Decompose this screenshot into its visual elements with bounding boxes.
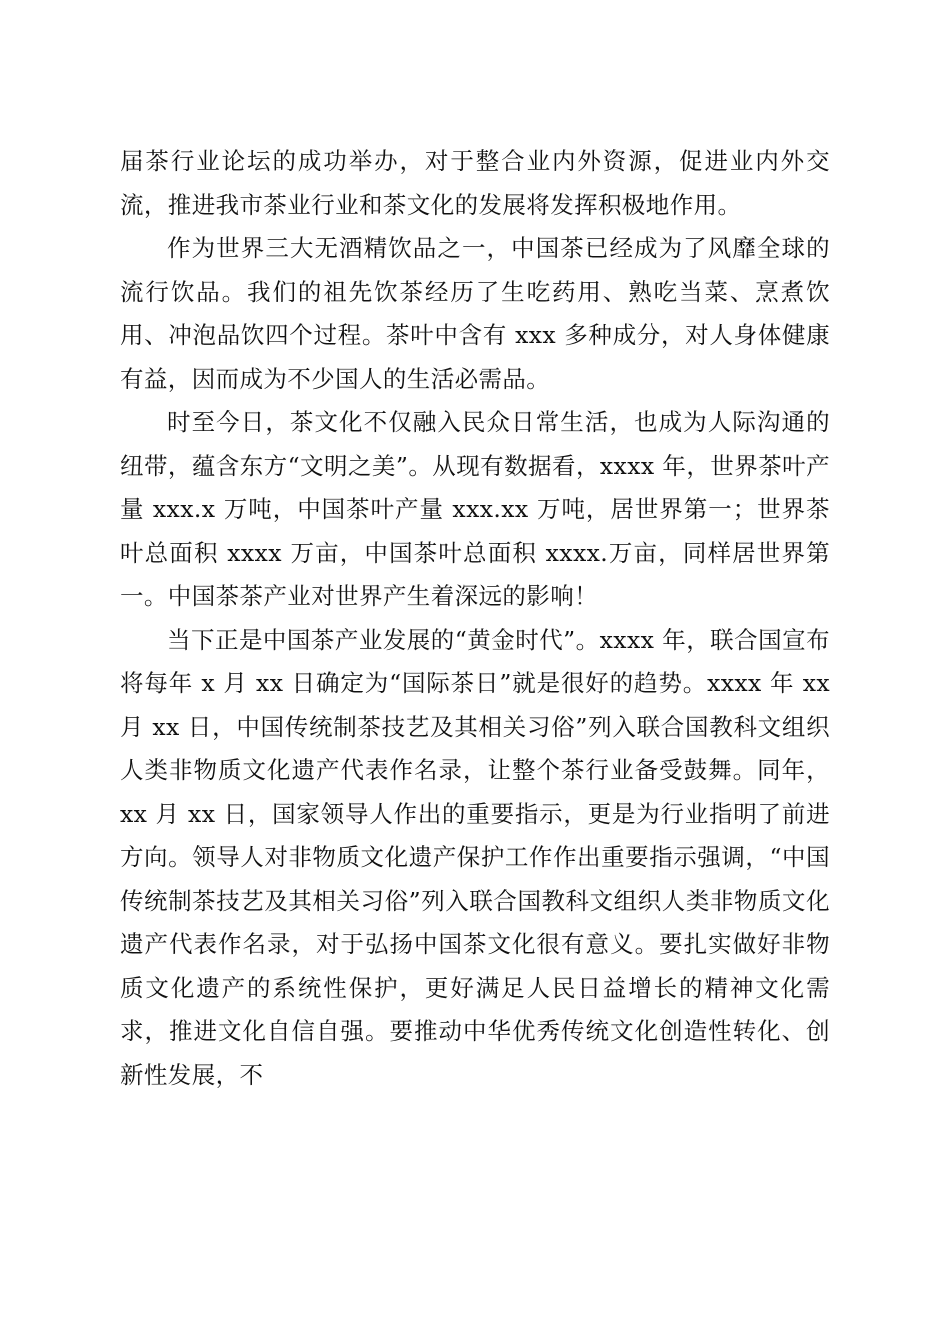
paragraph-2: 作为世界三大无酒精饮品之一，中国茶已经成为了风靡全球的流行饮品。我们的祖先饮茶经历了生吃药用、熟吃当菜、烹煮饮用、冲泡品饮四个过程。茶叶中含有 xxx 多种成分，对人身体健康有益，因而成为不少国人的生活必需品。 [120,234,830,393]
paragraph-1: 届茶行业论坛的成功举办，对于整合业内外资源，促进业内外交流，推进我市茶业行业和茶文化的发展将发挥积极地作用。 [120,147,830,219]
paragraph-3: 时至今日，茶文化不仅融入民众日常生活，也成为人际沟通的纽带，蕴含东方“文明之美”。从现有数据看，xxxx 年，世界茶叶产量 xxx.x 万吨，中国茶叶产量 xxx.xx 万吨，居世界第一；世界茶叶总面积 xxxx 万亩，中国茶叶总面积 xxxx.万亩，同样居世界第一。中国茶茶产业对世界产生着深远的影响！ [120,408,830,610]
paragraph-4: 当下正是中国茶产业发展的“黄金时代”。xxxx 年，联合国宣布将每年 x 月 xx 日确定为“国际茶日”就是很好的趋势。xxxx 年 xx 月 xx 日，中国传统制茶技艺及其相关习俗”列入联合国教科文组织人类非物质文化遗产代表作名录，让整个茶行业备受鼓舞。同年，xx 月 xx 日，国家领导人作出的重要指示，更是为行业指明了前进方向。领导人对非物质文化遗产保护工作作出重要指示强调，“中国传统制茶技艺及其相关习俗”列入联合国教科文组织人类非物质文化遗产代表作名录，对于弘扬中国茶文化很有意义。要扎实做好非物质文化遗产的系统性保护，更好满足人民日益增长的精神文化需求，推进文化自信自强。要推动中华优秀传统文化创造性转化、创新性发展，不 [120,625,830,1089]
document-body [120,140,830,1097]
